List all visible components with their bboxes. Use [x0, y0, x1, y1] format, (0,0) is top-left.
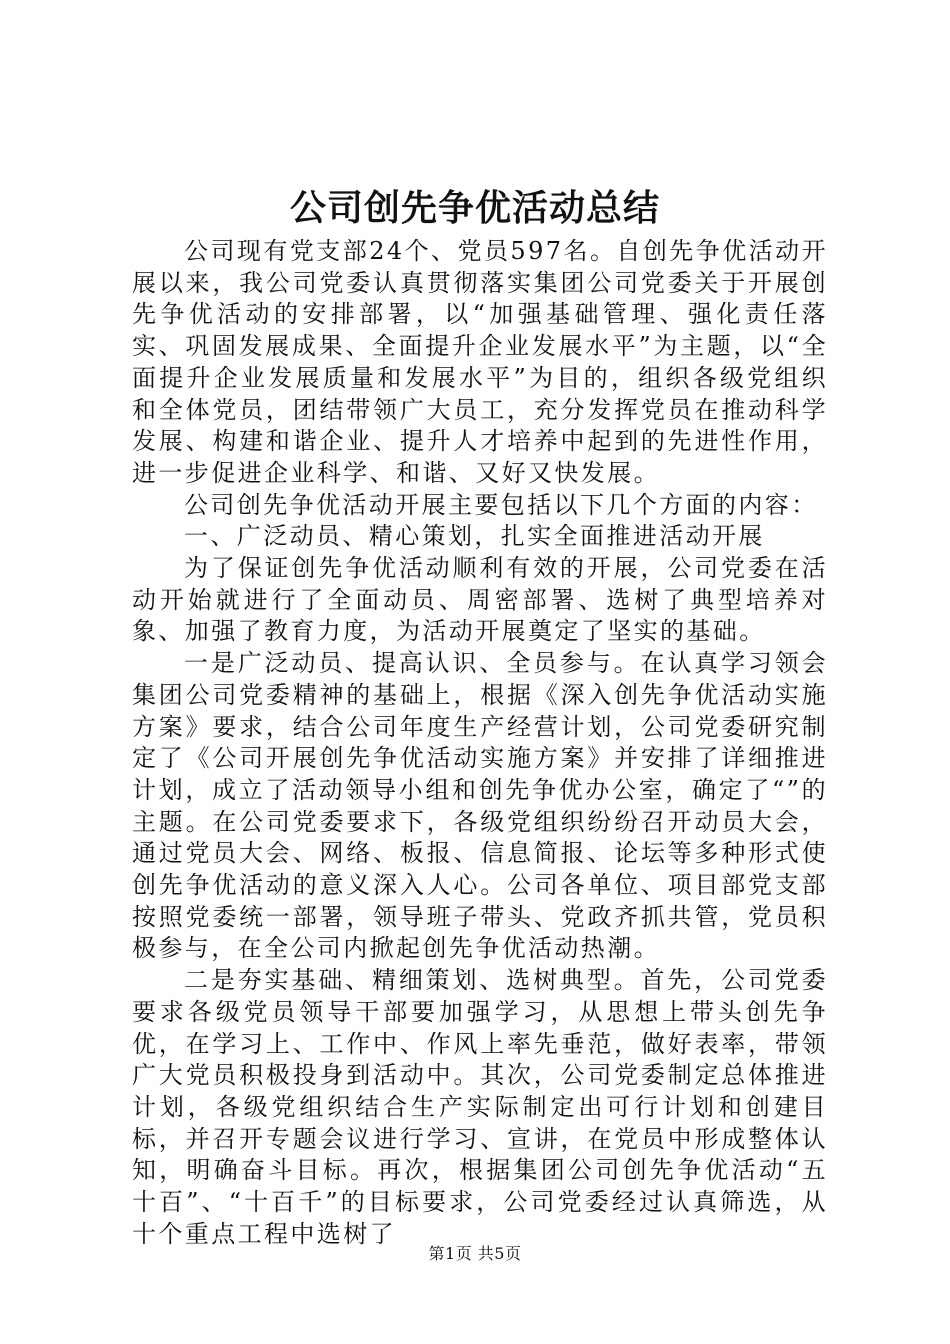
paragraph-intro: 公司现有党支部24个、党员597名。自创先争优活动开展以来，我公司党委认真贯彻落实集团公司党委关于开展创先争优活动的安排部署，以“加强基础管理、强化责任落实、巩固发展成果、全面提升企业发展水平”为主题，以“全面提升企业发展质量和发展水平”为目的，组织各级党组织和全体党员，团结带领广大员工，充分发挥党员在推动科学发展、构建和谐企业、提升人才培养中起到的先进性作用，进一步促进企业科学、和谐、又好又快发展。	[132, 237, 828, 487]
page-number-footer: 第1页 共5页	[428, 1244, 522, 1263]
paragraph-point-2: 二是夯实基础、精细策划、选树典型。首先，公司党委要求各级党员领导干部要加强学习，从思想上带头创先争优，在学习上、工作中、作风上率先垂范，做好表率，带领广大党员积极投身到活动中。其次，公司党委制定总体推进计划，各级党组织结合生产实际制定出可行计划和创建目标，并召开专题会议进行学习、宣讲，在党员中形成整体认知，明确奋斗目标。再次，根据集团公司创先争优活动“五十百”、“十百千”的目标要求，公司党委经过认真筛选，从十个重点工程中选树了	[132, 966, 828, 1248]
section-heading-1: 一、广泛动员、精心策划，扎实全面推进活动开展	[184, 522, 765, 551]
document-body	[132, 236, 828, 1251]
paragraph-point-1: 一是广泛动员、提高认识、全员参与。在认真学习领会集团公司党委精神的基础上，根据《深入创先争优活动实施方案》要求，结合公司年度生产经营计划，公司党委研究制定了《公司开展创先争优活动实施方案》并安排了详细推进计划，成立了活动领导小组和创先争优办公室，确定了“”的主题。在公司党委要求下，各级党组织纷纷召开动员大会，通过党员大会、网络、板报、信息简报、论坛等多种形式使创先争优活动的意义深入人心。公司各单位、项目部党支部按照党委统一部署，领导班子带头、党政齐抓共管，党员积极参与，在全公司内掀起创先争优活动热潮。	[132, 649, 828, 963]
paragraph-overview: 公司创先争优活动开展主要包括以下几个方面的内容：	[184, 490, 818, 519]
paragraph-section-1-intro: 为了保证创先争优活动顺利有效的开展，公司党委在活动开始就进行了全面动员、周密部署、选树了典型培养对象、加强了教育力度，为活动开展奠定了坚实的基础。	[132, 554, 828, 646]
document-title: 公司创先争优活动总结	[289, 187, 660, 229]
